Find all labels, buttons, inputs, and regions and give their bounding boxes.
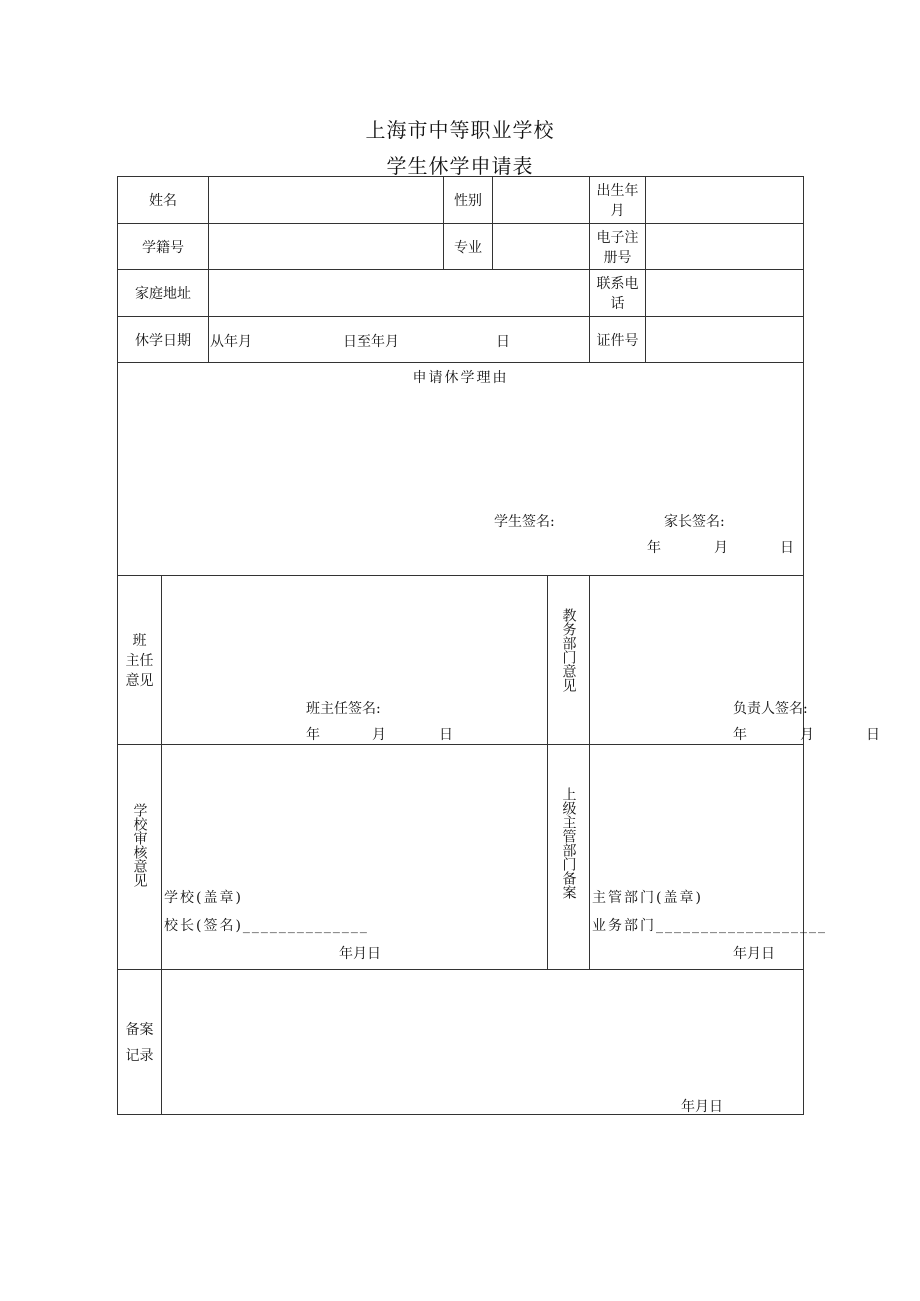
- teacher-day: 日: [439, 727, 453, 743]
- major-field[interactable]: [493, 224, 590, 270]
- authority-date: 年月日: [733, 946, 775, 962]
- authority-label-text: 上级主管部门备案: [560, 787, 577, 899]
- phone-label: 联系电话: [590, 270, 646, 317]
- birth-field[interactable]: [646, 177, 804, 224]
- teacher-sign-label: 班主任签名:: [306, 701, 381, 717]
- address-field[interactable]: [209, 270, 590, 317]
- school-review-label: [118, 745, 162, 970]
- parent-sign-label: 家长签名:: [664, 514, 725, 530]
- name-label: 姓名: [118, 177, 209, 224]
- school-stamp-label: 学校(盖章): [164, 890, 243, 906]
- authority-stamp-label: 主管部门(盖章): [592, 890, 703, 906]
- academic-opinion-field[interactable]: [590, 576, 880, 745]
- gender-label: 性别: [444, 177, 493, 224]
- teacher-label-l1: 班: [132, 633, 147, 649]
- eregister-label: 电子注册号: [590, 224, 646, 270]
- reason-section[interactable]: [118, 363, 804, 576]
- gender-field[interactable]: [493, 177, 590, 224]
- academic-label-text: 教务部门意见: [560, 608, 577, 692]
- major-label: 专业: [444, 224, 493, 270]
- leave-date-label: 休学日期: [118, 317, 209, 363]
- eregister-field[interactable]: [646, 224, 804, 270]
- id-field[interactable]: [646, 317, 804, 363]
- teacher-label-l3: 意见: [125, 673, 154, 689]
- reason-day: 日: [780, 540, 794, 556]
- reason-heading: 申请休学理由: [412, 370, 509, 386]
- leave-application-form: [117, 176, 880, 1115]
- leave-day-text: 日: [496, 334, 510, 350]
- teacher-year: 年: [306, 727, 320, 743]
- leave-date-field[interactable]: [209, 317, 590, 363]
- teacher-label: [118, 576, 162, 745]
- student-no-label: 学籍号: [118, 224, 209, 270]
- academic-year: 年: [733, 727, 747, 743]
- teacher-opinion-field[interactable]: [162, 576, 548, 745]
- academic-label: [548, 576, 590, 745]
- academic-month: 月: [800, 727, 814, 743]
- record-label-l1: 备案: [125, 1022, 154, 1038]
- form-title: 学生休学申请表: [386, 154, 534, 178]
- leave-from-text: 从年月: [210, 334, 252, 350]
- student-sign-label: 学生签名:: [494, 514, 555, 530]
- academic-day: 日: [866, 727, 880, 743]
- teacher-label-l2: 主任: [125, 653, 154, 669]
- address-label: 家庭地址: [118, 270, 209, 317]
- name-field[interactable]: [209, 177, 444, 224]
- authority-field[interactable]: [590, 745, 827, 970]
- id-label: 证件号: [590, 317, 646, 363]
- record-label-l2: 记录: [125, 1048, 154, 1064]
- principal-sign-label: 校长(签名)______________: [164, 918, 369, 934]
- student-no-field[interactable]: [209, 224, 444, 270]
- record-label: [118, 970, 162, 1115]
- academic-sign-label: 负责人签名:: [733, 701, 808, 717]
- phone-field[interactable]: [646, 270, 804, 317]
- reason-month: 月: [714, 540, 728, 556]
- record-date: 年月日: [681, 1099, 723, 1115]
- school-review-date: 年月日: [339, 946, 381, 962]
- school-review-label-text: 学校审核意见: [131, 803, 148, 887]
- record-field[interactable]: [162, 970, 804, 1115]
- birth-label: 出生年月: [590, 177, 646, 224]
- reason-year: 年: [647, 540, 661, 556]
- teacher-month: 月: [372, 727, 386, 743]
- school-review-field[interactable]: [162, 745, 548, 970]
- business-dept-label: 业务部门___________________: [592, 918, 827, 934]
- school-title: 上海市中等职业学校: [365, 118, 555, 142]
- leave-to-text: 日至年月: [343, 334, 399, 350]
- authority-label: [548, 745, 590, 970]
